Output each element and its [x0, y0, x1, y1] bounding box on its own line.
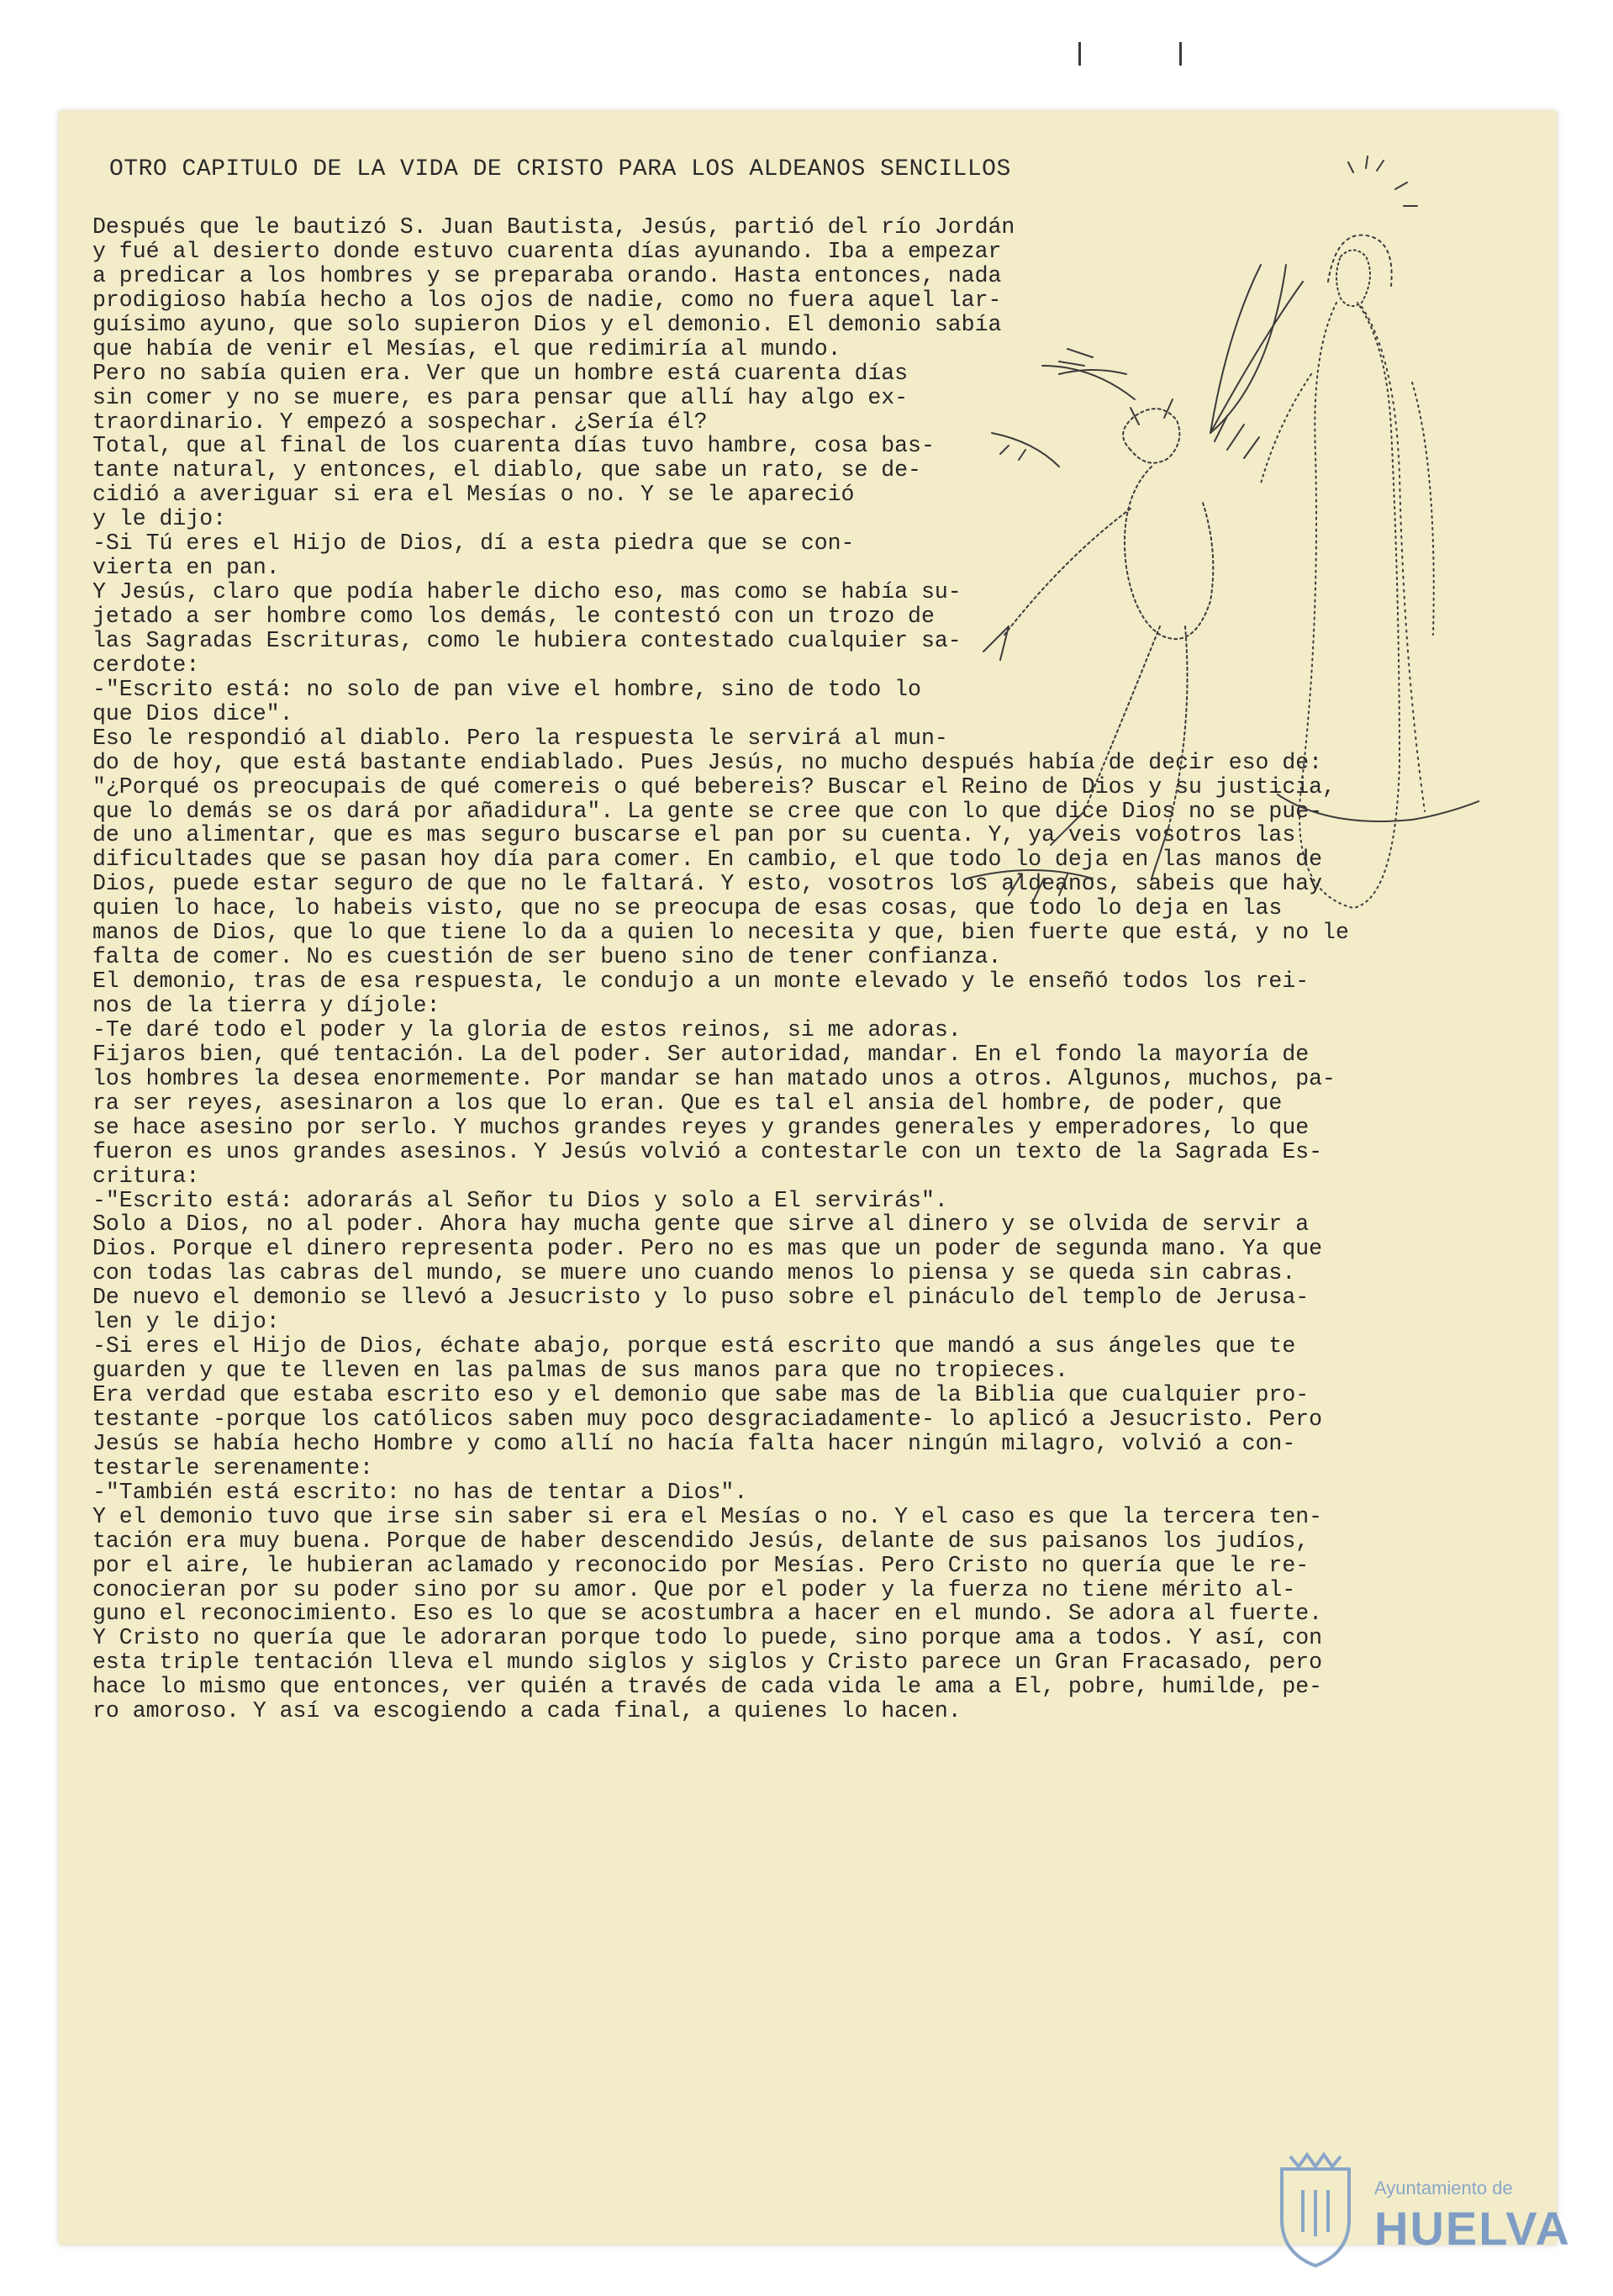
text-line: -Si eres el Hijo de Dios, échate abajo, porque está escrito que mandó a sus ángeles que te — [92, 1333, 1296, 1359]
text-line: -"Escrito está: no solo de pan vive el hombre, sino de todo lo — [92, 676, 921, 702]
text-line: vierta en pan. — [92, 555, 280, 581]
text-line: falta de comer. No es cuestión de ser bueno sino de tener confianza. — [92, 944, 1002, 970]
text-line: guno el reconocimiento. Eso es lo que se acostumbra a hacer en el mundo. Se adora al fuerte. — [92, 1601, 1323, 1627]
text-line: guísimo ayuno, que solo supieron Dios y el demonio. El demonio sabía — [92, 311, 1002, 337]
text-line: ra ser reyes, asesinaron a los que lo eran. Que es tal el ansia del hombre, de poder, que — [92, 1090, 1283, 1116]
logo-caption: Ayuntamiento de — [1374, 2177, 1513, 2198]
text-line: dificultades que se pasan hoy día para comer. En cambio, el que todo lo deja en las manos de — [92, 847, 1323, 873]
text-line: cidió a averiguar si era el Mesías o no. Y se le apareció — [92, 482, 855, 508]
text-line: Dios. Porque el dinero representa poder. Pero no es mas que un poder de segunda mano. Ya que — [92, 1236, 1323, 1262]
text-line: jetado a ser hombre como los demás, le contestó con un trozo de — [92, 604, 935, 629]
edge-mark-right — [1179, 42, 1182, 66]
text-line: y fué al desierto donde estuvo cuarenta días ayunando. Iba a empezar — [92, 238, 1002, 264]
text-line: Dios, puede estar seguro de que no le faltará. Y esto, vosotros los aldeanos, sabeis que hay — [92, 871, 1323, 897]
christ-and-devil-sketch — [958, 156, 1479, 963]
text-line: se hace asesino por serlo. Y muchos grandes reyes y grandes generales y emperadores, lo que — [92, 1114, 1310, 1140]
devil-figure — [983, 399, 1213, 879]
city-shield-icon — [1265, 2144, 1366, 2270]
text-line: que lo demás se os dará por añadidura". La gente se cree que con lo que dice Dios no se pue- — [92, 798, 1323, 824]
text-line: Fijaros bien, qué tentación. La del poder. Ser autoridad, mandar. En el fondo la mayoría de — [92, 1041, 1310, 1067]
text-line: -"Escrito está: adorarás al Señor tu Dios y solo a El servirás". — [92, 1187, 948, 1213]
text-line: De nuevo el demonio se llevó a Jesucristo y lo puso sobre el pináculo del templo de Jerusa- — [92, 1285, 1310, 1311]
text-line: prodigioso había hecho a los ojos de nadie, como no fuera aquel lar- — [92, 287, 1002, 313]
text-line: Y el demonio tuvo que irse sin saber si era el Mesías o no. Y el caso es que la tercera ten- — [92, 1503, 1323, 1529]
text-line: de uno alimentar, que es mas seguro buscarse el pan por su cuenta. Y, ya veis vosotros las — [92, 822, 1296, 848]
text-line: "¿Porqué os preocupais de qué comereis o qué bebereis? Buscar el Reino de Dios y su justicia, — [92, 773, 1336, 800]
text-line: cerdote: — [92, 652, 200, 678]
text-line: quien lo hace, lo habeis visto, que no se preocupa de esas cosas, que todo lo deja en las — [92, 895, 1283, 921]
text-line: Eso le respondió al diablo. Pero la respuesta le servirá al mun- — [92, 725, 948, 751]
text-line: testarle serenamente: — [92, 1454, 373, 1481]
devil-wing — [1042, 265, 1303, 458]
text-line: tante natural, y entonces, el diablo, que sabe un rato, se de- — [92, 457, 921, 483]
text-line: Era verdad que estaba escrito eso y el demonio que sabe mas de la Biblia que cualquier pro- — [92, 1382, 1310, 1407]
text-line: Pero no sabía quien era. Ver que un hombre está cuarenta días — [92, 360, 909, 386]
logo-city-name: HUELVA — [1374, 2202, 1571, 2255]
text-line: Después que le bautizó S. Juan Bautista, Jesús, partió del río Jordán — [92, 214, 1015, 240]
text-line: por el aire, le hubieran aclamado y reconocido por Mesías. Pero Cristo no quería que le re- — [92, 1552, 1310, 1578]
text-line: los hombres la desea enormemente. Por mandar se han matado unos a otros. Algunos, muchos, pa- — [92, 1065, 1336, 1091]
edge-mark-left — [1078, 42, 1081, 66]
text-line: Y Cristo no quería que le adoraran porque todo lo puede, sino porque ama a todos. Y así, con — [92, 1625, 1323, 1651]
text-line: El demonio, tras de esa respuesta, le condujo a un monte elevado y le enseñó todos los rei- — [92, 969, 1310, 995]
huelva-logo — [1265, 2127, 1571, 2278]
christ-figure — [1261, 156, 1479, 908]
text-line: conocieran por su poder sino por su amor. Que por el poder y la fuerza no tiene mérito al- — [92, 1576, 1296, 1602]
text-line: sin comer y no se muere, es para pensar que allí hay algo ex- — [92, 384, 909, 410]
text-line: esta triple tentación lleva el mundo siglos y siglos y Cristo parece un Gran Fracasado, pero — [92, 1649, 1323, 1676]
sketch-ground — [967, 433, 1093, 900]
text-line: que Dios dice". — [92, 700, 293, 726]
text-line: fueron es unos grandes asesinos. Y Jesús volvió a contestarle con un texto de la Sagrada Es- — [92, 1138, 1323, 1164]
text-line: traordinario. Y empezó a sospechar. ¿Sería él? — [92, 409, 708, 435]
text-line: las Sagradas Escrituras, como le hubiera contestado cualquier sa- — [92, 627, 962, 653]
text-line: -"También está escrito: no has de tentar a Dios". — [92, 1479, 748, 1505]
text-line: Y Jesús, claro que podía haberle dicho eso, mas como se había su- — [92, 579, 962, 605]
text-line: do de hoy, que está bastante endiablado. Pues Jesús, no mucho después había de decir eso de: — [92, 749, 1323, 775]
text-line: y le dijo: — [92, 506, 227, 532]
text-line: a predicar a los hombres y se preparaba orando. Hasta entonces, nada — [92, 262, 1002, 288]
text-line: -Si Tú eres el Hijo de Dios, dí a esta piedra que se con- — [92, 530, 855, 557]
text-line: Solo a Dios, no al poder. Ahora hay mucha gente que sirve al dinero y se olvida de servir a — [92, 1211, 1310, 1238]
text-line: con todas las cabras del mundo, se muere uno cuando menos lo piensa y se queda sin cabras. — [92, 1260, 1296, 1286]
text-line: ro amoroso. Y así va escogiendo a cada final, a quienes lo hacen. — [92, 1698, 962, 1724]
text-line: critura: — [92, 1163, 200, 1189]
text-line: len y le dijo: — [92, 1309, 280, 1335]
text-line: testante -porque los católicos saben muy poco desgraciadamente- lo aplicó a Jesucristo. Pero — [92, 1406, 1323, 1432]
text-line: nos de la tierra y díjole: — [92, 993, 440, 1018]
text-line: Jesús se había hecho Hombre y como allí no hacía falta hacer ningún milagro, volvió a con- — [92, 1430, 1296, 1456]
text-line: guarden y que te lleven en las palmas de sus manos para que no tropieces. — [92, 1358, 1068, 1384]
document-title: OTRO CAPITULO DE LA VIDA DE CRISTO PARA LOS ALDEANOS SENCILLOS — [109, 156, 1011, 182]
text-line: manos de Dios, que lo que tiene lo da a quien lo necesita y que, bien fuerte que está, y no le — [92, 920, 1349, 946]
text-line: Total, que al final de los cuarenta días tuvo hambre, cosa bas- — [92, 433, 935, 459]
text-line: -Te daré todo el poder y la gloria de estos reinos, si me adoras. — [92, 1016, 962, 1042]
text-line: hace lo mismo que entonces, ver quién a través de cada vida le ama a El, pobre, humilde, pe- — [92, 1674, 1323, 1700]
text-line: que había de venir el Mesías, el que redimiría al mundo. — [92, 335, 841, 362]
text-line: tación era muy buena. Porque de haber descendido Jesús, delante de sus paisanos los judíos, — [92, 1528, 1310, 1554]
